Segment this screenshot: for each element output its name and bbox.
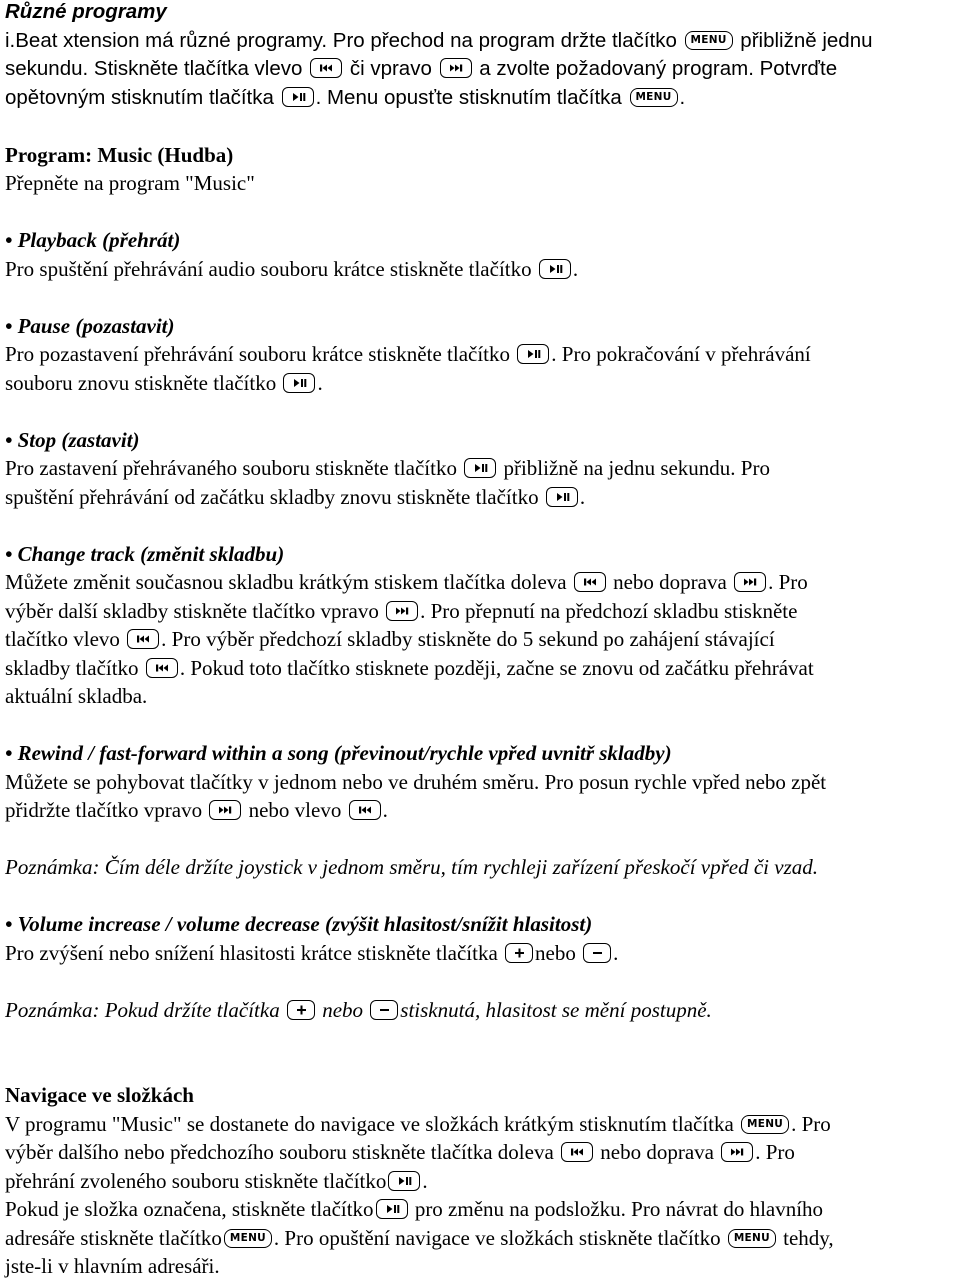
nav-text-2 (5, 1138, 959, 1167)
text: V programu "Music" se dostanete do navigace ve složkách krátkým stisknutím tlačítka (5, 1111, 734, 1136)
text: Pokud je složka označena, stiskněte tlačítko (5, 1197, 374, 1221)
playback-heading: • Playback (přehrát) (5, 228, 181, 252)
next-track-icon (386, 601, 418, 621)
text: pro změnu na podsložku. Pro návrat do hlavního (414, 1197, 824, 1221)
pause-heading: • Pause (pozastavit) (5, 313, 175, 338)
text: . (572, 256, 579, 281)
text: přibližně na jednu sekundu. Pro (503, 456, 770, 480)
note-volume (5, 996, 959, 1025)
text: Pro spuštění přehrávání audio souboru krátce stiskněte tlačítko (5, 256, 532, 281)
text: . (679, 85, 686, 109)
text: výběr dalšího nebo předchozího souboru stiskněte tlačítka doleva (5, 1140, 554, 1164)
text: Pro zastavení přehrávaného souboru stiskněte tlačítko (5, 456, 457, 480)
change-text-2 (5, 597, 959, 626)
nav-text-3 (5, 1167, 959, 1196)
prev-track-icon (310, 58, 342, 78)
text: tehdy, (783, 1225, 834, 1250)
text: . Pro pokračování v přehrávání (551, 342, 811, 366)
stop-text-1 (5, 454, 959, 483)
text: Poznámka: Pokud držíte tlačítka (5, 997, 280, 1022)
program-heading: Program: Music (Hudba) (5, 142, 234, 167)
text: Pro pozastavení přehrávání souboru krátce stiskněte tlačítko (5, 342, 511, 366)
next-track-icon (440, 58, 472, 78)
text: nebo vlevo (248, 798, 342, 822)
text: i.Beat xtension má různé programy. Pro přechod na program držte tlačítko (5, 28, 677, 52)
plus-icon (287, 1000, 315, 1020)
play-pause-icon (546, 487, 578, 507)
menu-button-icon: MENU (224, 1229, 272, 1248)
text: nebo doprava (613, 570, 727, 594)
prev-track-icon (349, 800, 381, 820)
text: výběr další skladby stiskněte tlačítko vpravo (5, 598, 379, 623)
text: či vpravo (349, 57, 432, 80)
minus-icon (583, 943, 611, 963)
text: sekundu. Stiskněte tlačítka vlevo (5, 57, 303, 80)
play-pause-icon (388, 1171, 420, 1191)
text: adresáře stiskněte tlačítko (5, 1225, 222, 1250)
next-track-icon (734, 572, 766, 592)
text: přehrání zvoleného souboru stiskněte tlačítko (5, 1168, 387, 1193)
change-text-1 (5, 568, 959, 597)
text: spuštění přehrávání od začátku skladby znovu stiskněte tlačítko (5, 484, 539, 509)
change-heading: • Change track (změnit skladbu) (5, 541, 285, 566)
stop-text-2 (5, 483, 959, 512)
text: . (317, 370, 323, 395)
change-text-4 (5, 654, 959, 683)
text: . (579, 484, 586, 509)
menu-button-icon: MENU (728, 1229, 776, 1248)
nav-text-1 (5, 1110, 959, 1139)
intro-line-2 (5, 55, 959, 84)
menu-button-icon: MENU (685, 31, 733, 50)
text: . Pro (768, 570, 808, 594)
pause-text-1 (5, 340, 959, 369)
text: . Pro (791, 1111, 831, 1136)
nav-text-6: jste-li v hlavním adresáři. (5, 1254, 220, 1278)
text: . Pokud toto tlačítko stisknete později, začne se znovu od začátku přehrávat (179, 655, 814, 680)
rewind-heading: • Rewind / fast-forward within a song (převinout/rychle vpřed uvnitř skladby) (5, 741, 672, 765)
text: a zvolte požadovaný program. Potvrďte (479, 57, 838, 80)
text: . Menu opusťte stisknutím tlačítka (315, 85, 622, 109)
program-text: Přepněte na program "Music" (5, 171, 255, 195)
volume-text (5, 939, 959, 968)
rewind-text-2 (5, 796, 959, 825)
text: . (382, 798, 388, 822)
change-text-3 (5, 625, 959, 654)
nav-heading: Navigace ve složkách (5, 1083, 194, 1107)
play-pause-icon (464, 458, 496, 478)
playback-text (5, 255, 959, 284)
note-joystick: Poznámka: Čím déle držíte joystick v jednom směru, tím rychleji zařízení přeskočí vpřed či vzad. (5, 855, 818, 879)
text: nebo doprava (600, 1140, 714, 1164)
next-track-icon (209, 800, 241, 820)
text: . (422, 1168, 428, 1193)
text: Pro zvýšení nebo snížení hlasitosti krátce stiskněte tlačítka (5, 940, 498, 965)
text: nebo (322, 997, 364, 1022)
text: přibližně jednu (740, 28, 873, 52)
text: opětovným stisknutím tlačítka (5, 85, 274, 109)
rewind-text-1: Můžete se pohybovat tlačítky v jednom nebo ve druhém směru. Pro posun rychle vpřed nebo zpět (5, 769, 827, 794)
next-track-icon (721, 1142, 753, 1162)
prev-track-icon (574, 572, 606, 592)
nav-text-5 (5, 1224, 959, 1253)
play-pause-icon (282, 87, 314, 107)
play-pause-icon (517, 344, 549, 364)
pause-text-2 (5, 369, 959, 398)
text: Můžete změnit současnou skladbu krátkým stiskem tlačítka doleva (5, 570, 567, 594)
intro-line-1 (5, 27, 959, 56)
text: souboru znovu stiskněte tlačítko (5, 370, 277, 395)
text: . Pro přepnutí na předchozí skladbu stiskněte (420, 598, 798, 623)
prev-track-icon (127, 629, 159, 649)
document (5, 0, 959, 1281)
prev-track-icon (146, 658, 178, 678)
menu-button-icon: MENU (630, 88, 678, 107)
change-text-5: aktuální skladba. (5, 684, 148, 708)
prev-track-icon (561, 1142, 593, 1162)
stop-heading: • Stop (zastavit) (5, 427, 140, 452)
plus-icon (505, 943, 533, 963)
text: . (613, 940, 619, 965)
minus-icon (370, 1000, 398, 1020)
text: přidržte tlačítko vpravo (5, 798, 203, 822)
text: nebo (535, 940, 576, 965)
volume-heading: • Volume increase / volume decrease (zvýšit hlasitost/snížit hlasitost) (5, 912, 593, 936)
menu-button-icon: MENU (741, 1115, 789, 1134)
text: tlačítko vlevo (5, 627, 120, 651)
text: skladby tlačítko (5, 655, 139, 680)
text: stisknutá, hlasitost se mění postupně. (400, 997, 712, 1022)
text: . Pro výběr předchozí skladby stiskněte do 5 sekund po zahájení stávající (161, 627, 775, 651)
nav-text-4 (5, 1195, 959, 1224)
play-pause-icon (376, 1199, 408, 1219)
play-pause-icon (539, 259, 571, 279)
section-title: Různé programy (5, 0, 167, 23)
play-pause-icon (283, 373, 315, 393)
text: . Pro (755, 1140, 795, 1164)
intro-line-3 (5, 84, 959, 113)
text: . Pro opuštění navigace ve složkách stiskněte tlačítko (273, 1225, 721, 1250)
